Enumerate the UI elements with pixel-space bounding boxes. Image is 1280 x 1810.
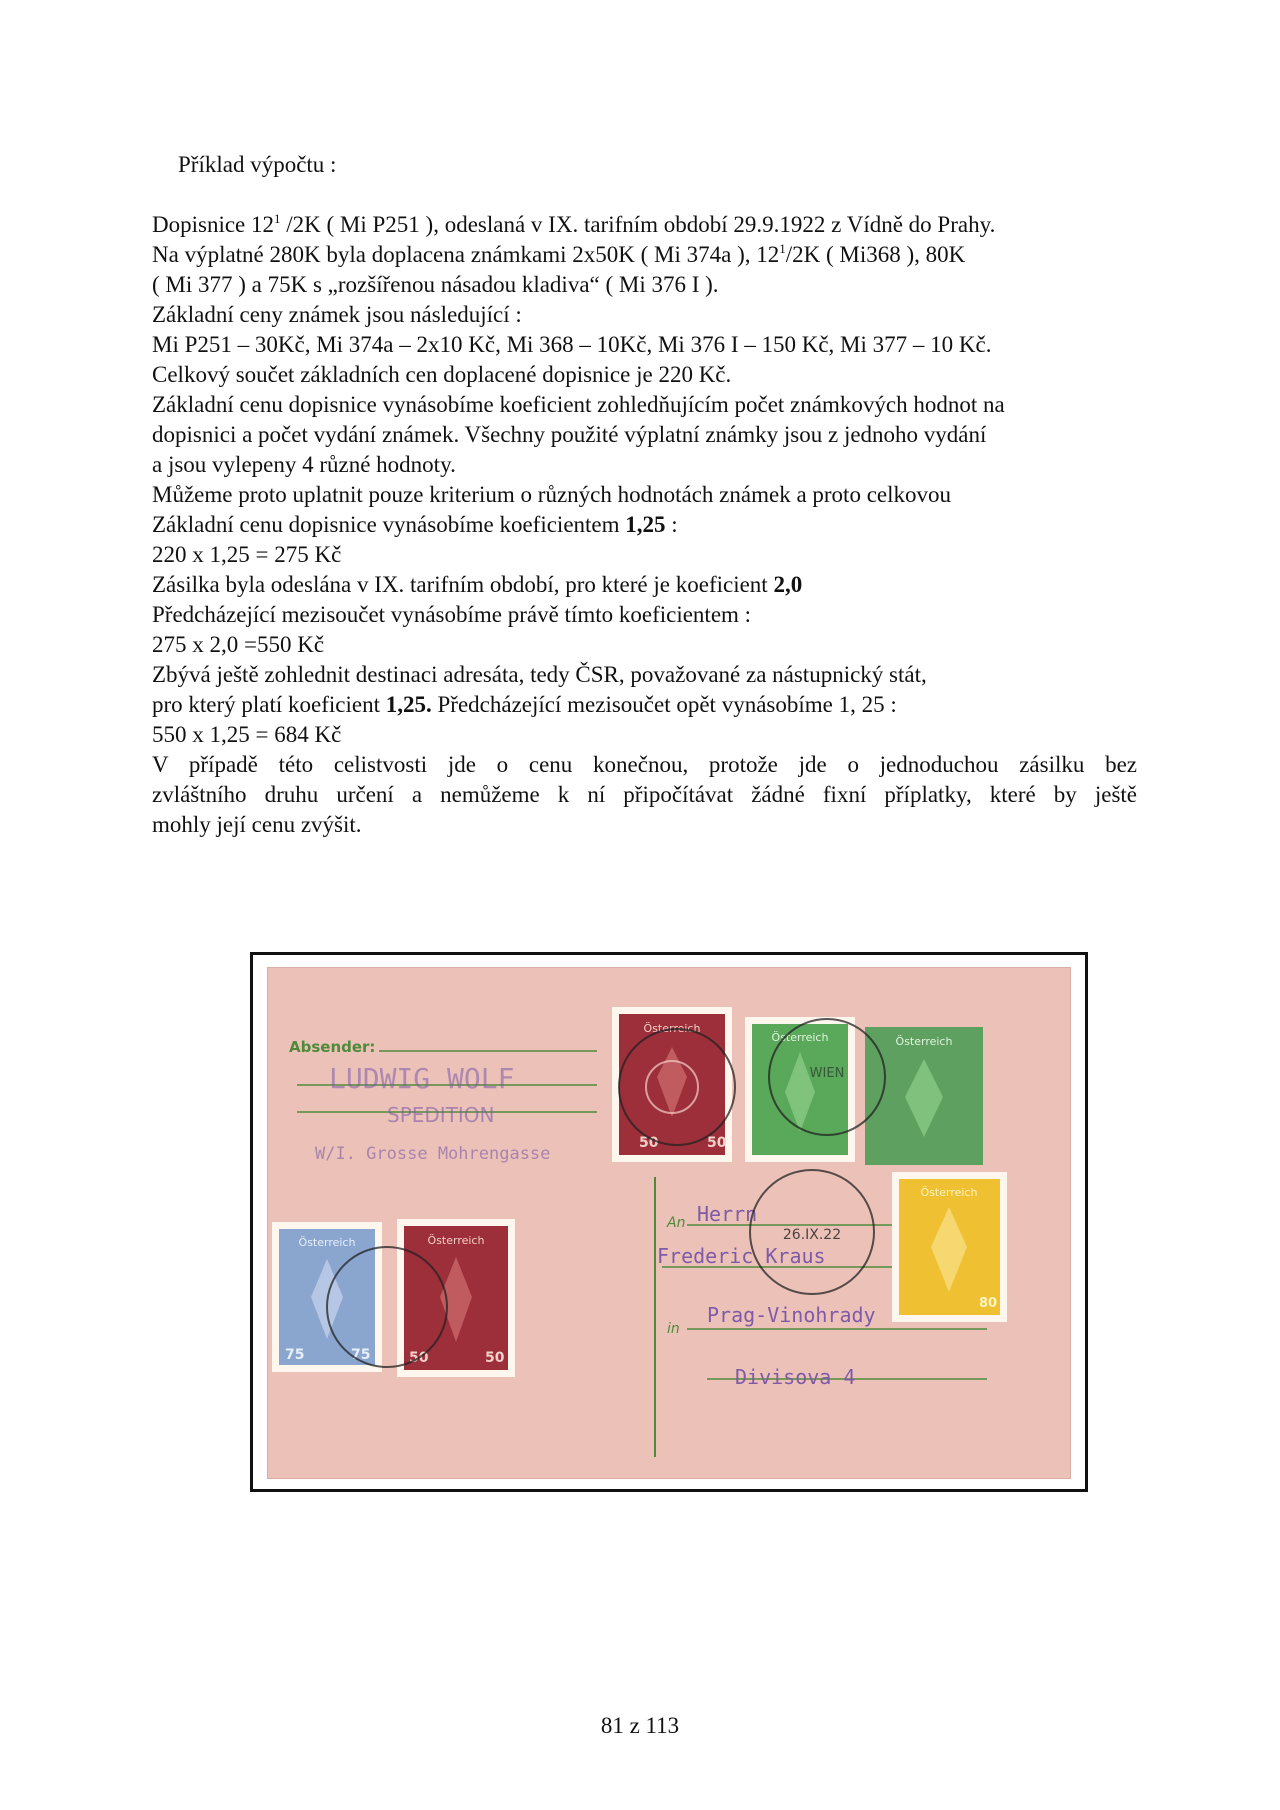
calculation-text xyxy=(152,210,1137,840)
text-line: 275 x 2,0 =550 Kč xyxy=(152,632,325,657)
example-heading: Příklad výpočtu : xyxy=(178,152,337,177)
text-line: a jsou vylepeny 4 různé hodnoty. xyxy=(152,452,456,477)
text-line: 220 x 1,25 = 275 Kč xyxy=(152,542,342,567)
text-line: Zásilka byla odeslána v IX. tarifním období, pro které je koeficient 2,0 xyxy=(152,572,803,597)
svg-text:Österreich: Österreich xyxy=(643,1022,701,1035)
svg-text:50: 50 xyxy=(707,1135,727,1151)
svg-text:50: 50 xyxy=(639,1135,659,1151)
postmark-city: WIEN xyxy=(809,1066,845,1081)
svg-text:50: 50 xyxy=(485,1350,505,1366)
stamp-50k-bottom xyxy=(397,1219,515,1377)
text-line: Zbývá ještě zohlednit destinaci adresáta, tedy ČSR, považované za nástupnický stát, xyxy=(152,662,927,687)
sender-line3-stamp: W/I. Grosse Mohrengasse xyxy=(315,1144,551,1164)
text-line: Celkový součet základních cen doplacené dopisnice je 220 Kč. xyxy=(152,362,732,387)
svg-text:Österreich: Österreich xyxy=(920,1186,978,1199)
addr-line3: Prag-Vinohrady xyxy=(707,1303,876,1327)
stamp-80k xyxy=(892,1172,1007,1322)
svg-text:Österreich: Österreich xyxy=(771,1031,829,1044)
addr-an-label: An xyxy=(667,1215,686,1231)
text-line: V případě této celistvosti jde o cenu konečnou, protože jde o jednoduchou zásilku bez xyxy=(152,752,1137,777)
text-line: Mi P251 – 30Kč, Mi 374a – 2x10 Kč, Mi 368 – 10Kč, Mi 376 I – 150 Kč, Mi 377 – 10 Kč. xyxy=(152,332,992,357)
addr-line4: Divisova 4 xyxy=(735,1365,856,1389)
svg-text:80: 80 xyxy=(979,1296,998,1311)
text-line: pro který platí koeficient 1,25. Předcházející mezisoučet opět vynásobíme 1, 25 : xyxy=(152,692,897,717)
sender-name-stamp: LUDWIG WOLF xyxy=(329,1062,515,1095)
page-number: 81 z 113 xyxy=(600,1713,680,1738)
sender-line2-stamp: SPEDITION xyxy=(387,1103,495,1127)
svg-text:75: 75 xyxy=(285,1347,305,1363)
svg-text:Österreich: Österreich xyxy=(427,1234,485,1247)
svg-text:75: 75 xyxy=(351,1347,371,1363)
postcard-image xyxy=(267,967,1071,1479)
sender-label: Absender: xyxy=(289,1038,376,1056)
svg-text:Österreich: Österreich xyxy=(895,1035,953,1048)
text-line: Můžeme proto uplatnit pouze kriterium o různých hodnotách známek a proto celkovou xyxy=(152,482,952,507)
postcard-figure xyxy=(250,952,1088,1492)
text-line: 550 x 1,25 = 684 Kč xyxy=(152,722,342,747)
postmark-date: 26.IX.22 xyxy=(782,1227,842,1243)
svg-text:50: 50 xyxy=(409,1350,429,1366)
text-line: ( Mi 377 ) a 75K s „rozšířenou násadou kladiva“ ( Mi 376 I ). xyxy=(152,272,719,297)
stamp-green-1 xyxy=(745,1017,855,1162)
text-line: zvláštního druhu určení a nemůžeme k ní připočítávat žádné fixní příplatky, které by ještě xyxy=(152,782,1137,807)
addr-in-label: in xyxy=(667,1321,680,1337)
stamp-50k-top xyxy=(612,1007,732,1162)
text-line: Základní ceny známek jsou následující : xyxy=(152,302,522,327)
text-line: Základní cenu dopisnice vynásobíme koeficientem 1,25 : xyxy=(152,512,678,537)
text-line: mohly její cenu zvýšit. xyxy=(152,812,362,837)
svg-text:Österreich: Österreich xyxy=(298,1236,356,1249)
addr-line1: Herrn xyxy=(697,1202,758,1226)
text-line: Předcházející mezisoučet vynásobíme právě tímto koeficientem : xyxy=(152,602,752,627)
text-line: Základní cenu dopisnice vynásobíme koeficient zohledňujícím počet známkových hodnot na xyxy=(152,392,1005,417)
text-line: Dopisnice $12^1$ /2K ( Mi P251 ), odeslaná v IX. tarifním období 29.9.1922 z Vídně do Prahy. xyxy=(152,211,996,237)
addr-line2: Frederic Kraus xyxy=(657,1244,826,1268)
text-line: Na výplatné 280K byla doplacena známkami 2x50K ( Mi 374a ), $12^1/2K$ ( Mi368 ), 80K xyxy=(152,241,966,267)
text-line: dopisnici a počet vydání známek. Všechny použité výplatní známky jsou z jednoho vydání xyxy=(152,422,987,447)
